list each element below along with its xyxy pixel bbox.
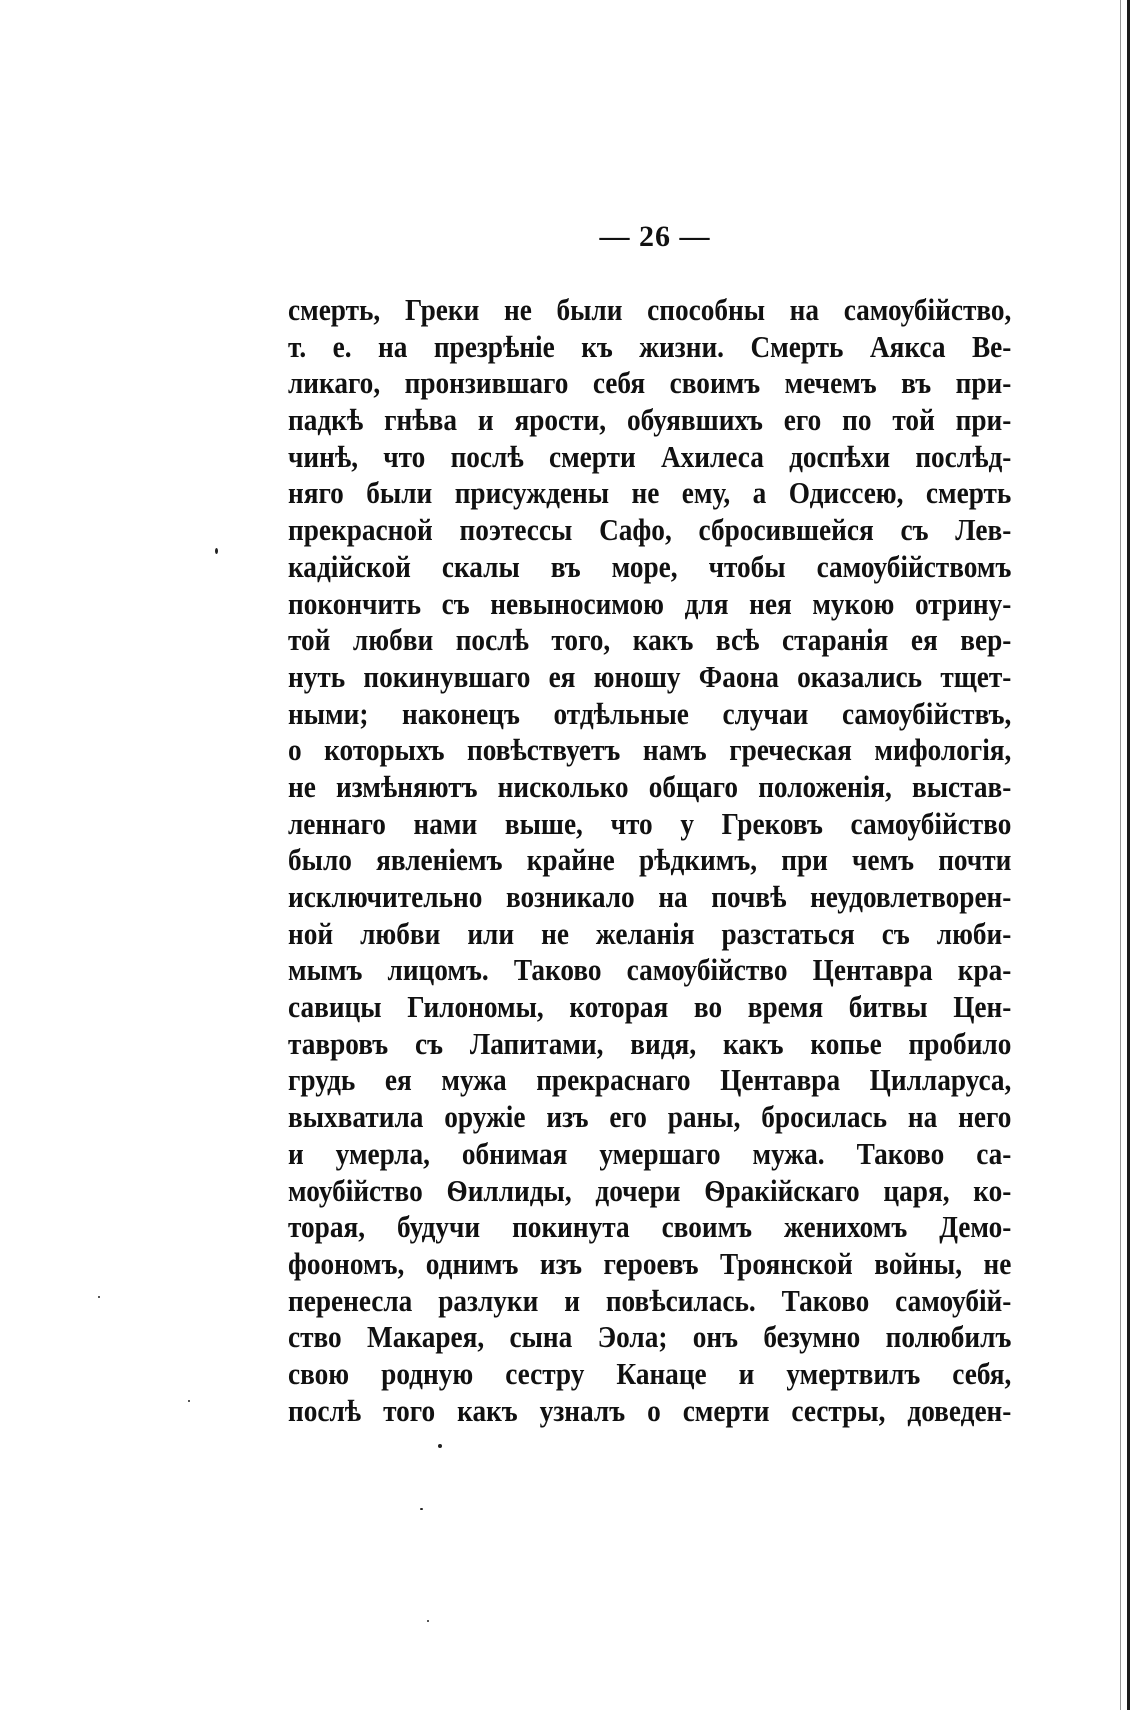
- scan-speck: [438, 1444, 442, 1448]
- text-line: кадійской скалы въ море, чтобы самоубійствомъ: [288, 548, 1012, 584]
- text-line: покончить съ невыносимою для нея мукою отрину-: [288, 585, 1012, 621]
- scan-speck: [420, 1508, 423, 1510]
- text-line: выхватила оружіе изъ его раны, бросилась на него: [288, 1099, 1012, 1135]
- text-line: моубійство Ѳиллиды, дочери Ѳракійскаго царя, ко-: [288, 1172, 1012, 1208]
- text-line: послѣ того какъ узналъ о смерти сестры, доведен-: [288, 1392, 1012, 1428]
- scan-speck: [427, 1620, 429, 1622]
- text-line: савицы Гилономы, которая во время битвы Цен-: [288, 989, 1012, 1025]
- text-line: падкѣ гнѣва и ярости, обуявшихъ его по той при-: [288, 402, 1012, 438]
- text-line: прекрасной поэтессы Сафо, сбросившейся съ Лев-: [288, 512, 1012, 548]
- scan-speck: [98, 1296, 100, 1298]
- text-line: леннаго нами выше, что у Грековъ самоубійство: [288, 805, 1012, 841]
- text-line: фоономъ, однимъ изъ героевъ Троянской войны, не: [288, 1245, 1012, 1281]
- text-line: о которыхъ повѣствуетъ намъ греческая мифологія,: [288, 732, 1012, 768]
- text-line: ликаго, пронзившаго себя своимъ мечемъ въ при-: [288, 365, 1012, 401]
- text-line: той любви послѣ того, какъ всѣ старанія ея вер-: [288, 622, 1012, 658]
- text-line: няго были присуждены не ему, а Одиссею, смерть: [288, 475, 1012, 511]
- text-line: тавровъ съ Лапитами, видя, какъ копье пробило: [288, 1025, 1012, 1061]
- text-line: торая, будучи покинута своимъ женихомъ Демо-: [288, 1209, 1012, 1245]
- text-line: т. е. на презрѣніе къ жизни. Смерть Аякса Ве-: [288, 328, 1012, 364]
- text-line: было явленіемъ крайне рѣдкимъ, при чемъ почти: [288, 842, 1012, 878]
- text-line: грудь ея мужа прекраснаго Центавра Цилларуса,: [288, 1062, 1012, 1098]
- text-line: и умерла, обнимая умершаго мужа. Таково са-: [288, 1135, 1012, 1171]
- text-line: мымъ лицомъ. Таково самоубійство Центавра кра-: [288, 952, 1012, 988]
- page-edge-shadow: [1120, 0, 1121, 1710]
- text-line: чинѣ, что послѣ смерти Ахилеса доспѣхи послѣд-: [288, 438, 1012, 474]
- scan-speck: [215, 548, 218, 554]
- text-line: нуть покинувшаго ея юношу Фаона оказались тщет-: [288, 658, 1012, 694]
- text-line: ными; наконецъ отдѣльные случаи самоубійствъ,: [288, 695, 1012, 731]
- text-line: ной любви или не желанія разстаться съ люби-: [288, 915, 1012, 951]
- body-text: [288, 292, 1011, 1429]
- page-number: — 26 —: [599, 220, 711, 253]
- text-line: свою родную сестру Канаце и умертвилъ себя,: [288, 1355, 1012, 1391]
- text-line: смерть, Греки не были способны на самоубійство,: [288, 292, 1012, 327]
- text-line: перенесла разлуки и повѣсилась. Таково самоубій-: [288, 1282, 1012, 1318]
- page-edge-border: [1127, 0, 1130, 1710]
- text-line: ство Макарея, сына Эола; онъ безумно полюбилъ: [288, 1319, 1012, 1355]
- text-line: не измѣняютъ нисколько общаго положенія, выстав-: [288, 768, 1012, 804]
- text-line: исключительно возникало на почвѣ неудовлетворен-: [288, 879, 1012, 914]
- scan-speck: [188, 1400, 190, 1402]
